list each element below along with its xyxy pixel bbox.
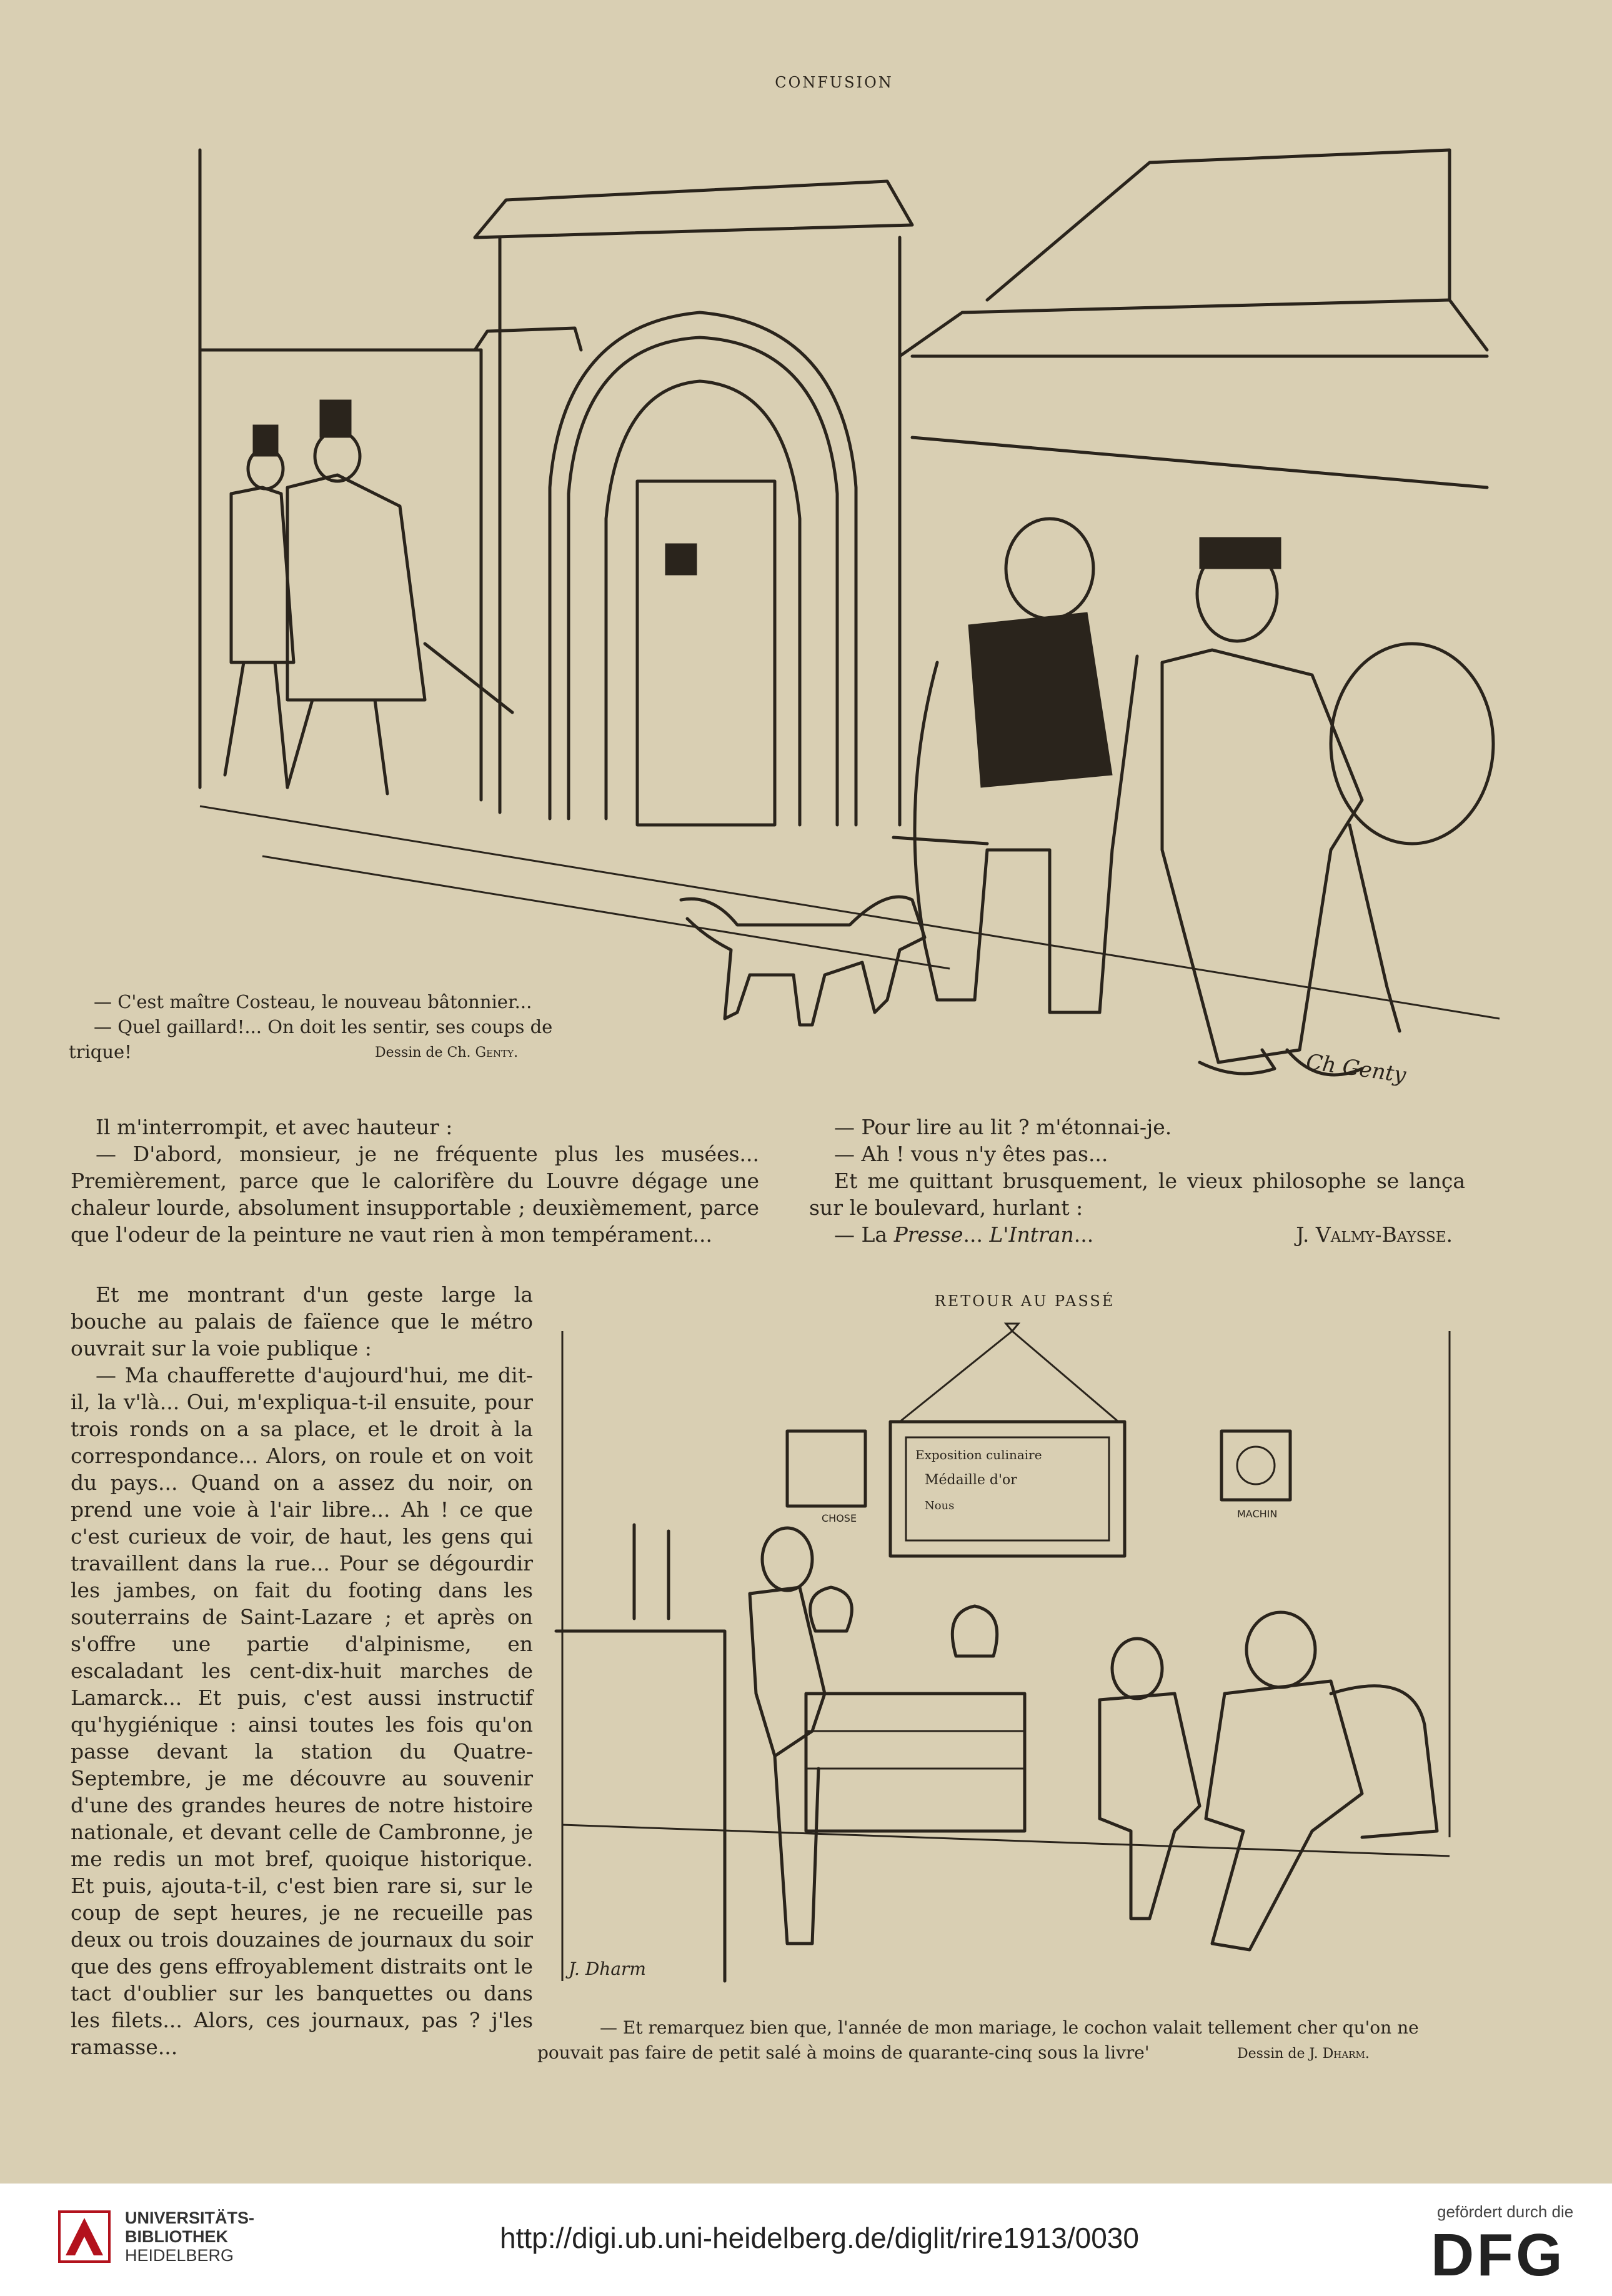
cartoon-1-signature: Ch Genty [1304,1049,1408,1088]
article-right-line-2: — Ah ! vous n'y êtes pas... [834,1142,1108,1166]
cartoon-1-credit-prefix: Dessin de Ch. [375,1045,475,1061]
library-name: UNIVERSITÄTS- BIBLIOTHEK HEIDELBERG [125,2209,255,2265]
digitization-footer [0,2184,1612,2296]
cartoon-1-credit-name: Genty. [475,1045,519,1061]
funding-note: gefördert durch die [1437,2202,1574,2221]
article-author: J. Valmy-Baysse. [1296,1222,1453,1247]
cartoon-1-illustration [75,112,1537,1100]
cartoon-2-caption [537,2015,1512,2065]
certificate-text-3: Nous [925,1499,955,1512]
picture-label-right: MACHIN [1237,1508,1278,1520]
cartoon-2-credit: Dessin de J. Dharm. [1237,2046,1370,2062]
picture-label-left: CHOSE [822,1512,857,1524]
article-paragraph-1: Il m'interrompit, et avec hauteur : [96,1115,453,1139]
cartoon-1-caption-line-3 [69,1039,619,1064]
section-title: RETOUR AU PASSÉ [934,1292,1115,1310]
article-left-column [71,1281,533,2060]
cartoon-2-signature: J. Dharm [569,1959,646,1979]
cartoon-1-caption-line-1: — C'est maître Costeau, le nouveau bâtonnier... [94,991,532,1012]
certificate-text-1: Exposition culinaire [915,1447,1042,1462]
certificate-text-2: Médaille d'or [925,1472,1017,1488]
cartoon-1-caption-text: trique! [69,1041,132,1062]
article-right-line-3: Et me quittant brusquement, le vieux philosophe se lança sur le boulevard, hurlant : [809,1169,1465,1220]
running-head: CONFUSION [775,74,893,91]
university-seal-icon [56,2209,112,2265]
dfg-logo: DFG [1431,2222,1565,2289]
cartoon-1-caption-line-2: — Quel gaillard!... On doit les sentir, ses coups de [94,1016,553,1037]
source-url-link[interactable]: http://digi.ub.uni-heidelberg.de/diglit/rire1913/0030 [500,2222,1139,2254]
article-right-line-1: — Pour lire au lit ? m'étonnai-je. [834,1115,1172,1139]
cartoon-2-caption-line-2 [537,2040,1512,2065]
article-right-line-4: — La Presse... L'Intran... J. Valmy-Baysse. [834,1222,1453,1247]
parlour-drawing [550,1319,1462,1994]
article-paragraph-2: — D'abord, monsieur, je ne fréquente plus les musées... Premièrement, parce que le calorifère du Louvre dégage une chaleur lourde, absolument insupportable ; deuxièmement, parce que l'odeur de la peinture ne vaut rien à mon tempérament... [71,1142,759,1247]
article-right-column [809,1114,1465,1248]
cartoon-2-illustration [550,1319,1462,1994]
article-paragraph-3: Et me montrant d'un geste large la bouche au palais de faïence que le métro ouvrait sur la voie publique : [71,1282,533,1360]
cartoon-2-caption-text: pouvait pas faire de petit salé à moins de quarante-cinq sous la livre' [537,2042,1150,2063]
newspaper-intran: L'Intran [989,1222,1074,1247]
cartoon-1-credit [375,1041,518,1066]
cartoon-1-caption [69,989,619,1064]
cartoon-2-caption-line-1: — Et remarquez bien que, l'année de mon mariage, le cochon valait tellement cher qu'on ne [600,2017,1419,2038]
street-gate-drawing [75,112,1537,1100]
newspaper-presse: Presse [893,1222,963,1247]
article-left-upper [71,1114,759,1248]
article-paragraph-4: — Ma chaufferette d'aujourd'hui, me dit-il, la v'là... Oui, m'expliqua-t-il ensuite, pour trois ronds on a sa place, et le droit à la correspondance... Alors, on roule et on voit du pays... Quand on a assez du noir, on prend une voie à l'air libre... Ah ! ce que c'est curieux de voir, de haut, les gens qui travaillent dans la rue... Pour se dégourdir les jambes, on fait du footing dans les souterrains de Saint-Lazare ; et après on s'offre une partie d'alpinisme, en escaladant les cent-dix-huit marches de Lamarck... Et puis, c'est aussi instructif qu'hygiénique : ainsi toutes les fois qu'on passe devant la station du Quatre-Septembre, je me découvre au souvenir d'une des grandes heures de notre histoire nationale, et devant celle de Cambronne, je me redis un mot bref, quoique historique. Et puis, ajouta-t-il, c'est bien rare si, sur le coup de sept heures, je ne recueille pas deux ou trois douzaines de journaux du soir que des gens effroyablement distraits ont le tact d'oublier sur les banquettes ou dans les filets... Alors, ces journaux, pas ? j'les ramasse... [71,1363,533,2059]
